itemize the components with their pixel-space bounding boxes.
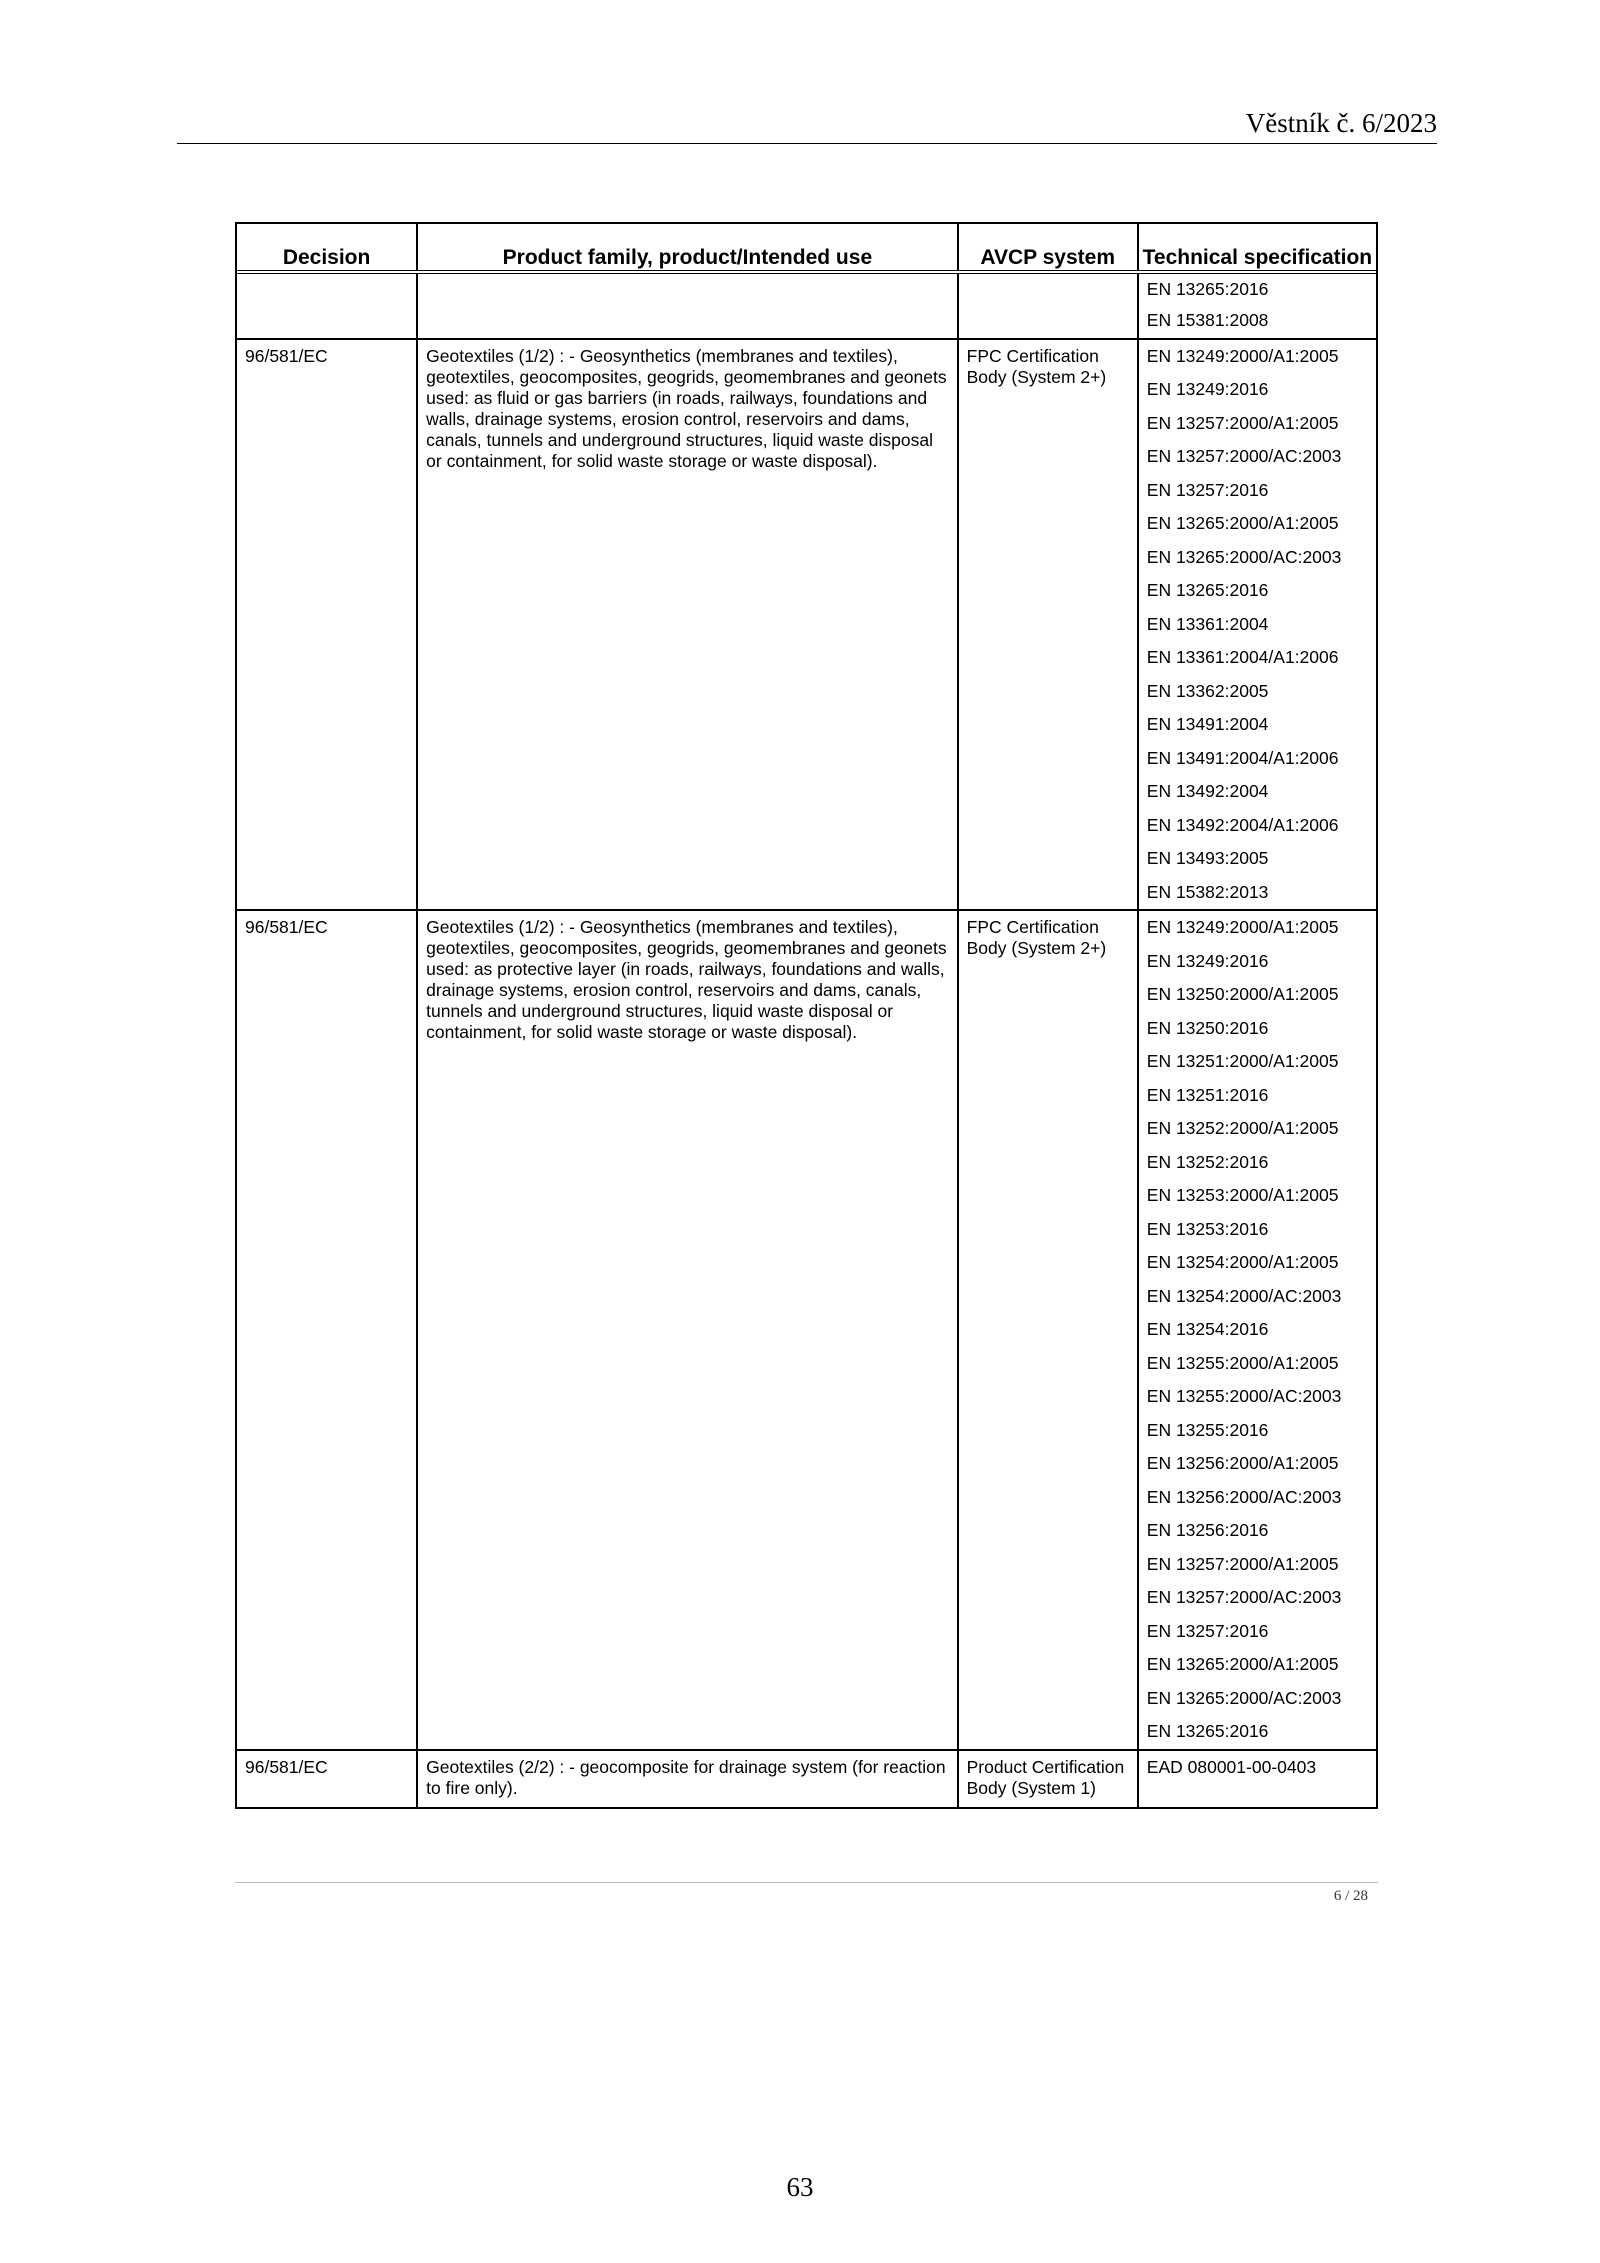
avcp-cell-text: FPC Certification Body (System 2+) <box>966 917 1107 958</box>
product-cell <box>417 910 957 1750</box>
decision-cell-text <box>237 274 416 288</box>
avcp-cell-text: Product Certification Body (System 1) <box>966 1756 1125 1798</box>
spec-item: EN 13253:2016 <box>1146 1218 1269 1239</box>
spec-item: EN 13265:2000/AC:2003 <box>1146 546 1342 567</box>
decision-cell <box>237 339 417 911</box>
page-number: 63 <box>786 2172 814 2202</box>
table-header-row <box>237 224 1376 272</box>
spec-item: EN 13257:2000/A1:2005 <box>1146 412 1339 433</box>
technical-specification-cell <box>1138 1750 1376 1807</box>
spec-item: EN 13251:2016 <box>1146 1084 1269 1105</box>
spec-item: EN 13265:2000/A1:2005 <box>1146 513 1339 533</box>
technical-specification-cell <box>1138 910 1376 1750</box>
table-body <box>237 272 1376 1807</box>
spec-item: EN 13493:2005 <box>1146 848 1269 868</box>
spec-item: EN 13361:2004 <box>1146 613 1269 634</box>
decision-cell <box>237 1750 417 1807</box>
spec-item: EN 13265:2016 <box>1146 1721 1269 1741</box>
footer-divider <box>235 1882 1378 1883</box>
avcp-cell <box>958 910 1138 1750</box>
running-header: Věstník č. 6/2023 <box>177 108 1437 144</box>
product-cell <box>417 272 957 339</box>
table-row <box>237 1750 1376 1807</box>
decision-cell <box>237 272 417 339</box>
column-header-product: Product family, product/Intended use <box>417 224 957 272</box>
spec-item: EN 13249:2000/A1:2005 <box>1146 917 1339 937</box>
spec-item: EN 13362:2005 <box>1146 680 1269 701</box>
product-cell <box>417 339 957 911</box>
avcp-cell <box>958 1750 1138 1807</box>
column-header-decision: Decision <box>237 224 417 272</box>
spec-item: EN 13251:2000/A1:2005 <box>1146 1051 1339 1071</box>
spec-item: EN 13265:2000/AC:2003 <box>1146 1687 1342 1708</box>
table-row <box>237 910 1376 1750</box>
spec-list <box>1139 274 1376 338</box>
spec-item: EN 13257:2000/A1:2005 <box>1146 1553 1339 1574</box>
spec-item: EN 13265:2016 <box>1146 580 1269 600</box>
spec-item: EN 13256:2016 <box>1146 1520 1269 1540</box>
avcp-cell-text <box>959 274 1137 288</box>
spec-item: EN 13265:2016 <box>1146 279 1269 299</box>
spec-item: EN 13257:2016 <box>1146 479 1269 500</box>
spec-item: EN 13256:2000/A1:2005 <box>1146 1453 1339 1473</box>
spec-item: EAD 080001-00-0403 <box>1146 1756 1317 1777</box>
table-row <box>237 272 1376 339</box>
product-cell-text: Geotextiles (2/2) : - geocomposite for drainage system (for reaction to fire only). <box>426 1756 946 1798</box>
spec-item: EN 15381:2008 <box>1146 310 1269 330</box>
spec-item: EN 13255:2000/A1:2005 <box>1146 1352 1339 1373</box>
spec-item: EN 15382:2013 <box>1146 881 1269 902</box>
spec-item: EN 13252:2016 <box>1146 1151 1269 1172</box>
column-header-technical-specification: Technical specification <box>1138 224 1376 272</box>
decision-cell-text: 96/581/EC <box>245 1756 328 1777</box>
sheet-counter: 6 / 28 <box>1333 1888 1368 1904</box>
technical-specification-cell <box>1138 339 1376 911</box>
spec-item: EN 13492:2004/A1:2006 <box>1146 814 1339 835</box>
spec-item: EN 13257:2000/AC:2003 <box>1146 1587 1342 1607</box>
table-row <box>237 339 1376 911</box>
spec-item: EN 13249:2016 <box>1146 379 1269 399</box>
spec-item: EN 13249:2000/A1:2005 <box>1146 345 1339 366</box>
spec-item: EN 13249:2016 <box>1146 950 1269 971</box>
product-cell <box>417 1750 957 1807</box>
spec-item: EN 13250:2000/A1:2005 <box>1146 984 1339 1004</box>
spec-item: EN 13254:2000/AC:2003 <box>1146 1285 1342 1306</box>
product-cell-text: Geotextiles (1/2) : - Geosynthetics (membranes and textiles), geotextiles, geocomposites, geogrids, geomembranes and geonets used: as protective layer (in roads, railways, foundations and walls, drainage systems, erosion control, reservoirs and dams, canals, tunnels and underground structures, liquid waste disposal or containment, for solid waste storage or waste disposal). <box>426 917 947 1042</box>
spec-item: EN 13257:2000/AC:2003 <box>1146 446 1342 466</box>
avcp-cell <box>958 339 1138 911</box>
spec-item: EN 13491:2004 <box>1146 714 1269 734</box>
technical-specification-cell <box>1138 272 1376 339</box>
spec-item: EN 13254:2016 <box>1146 1319 1269 1339</box>
spec-item: EN 13255:2000/AC:2003 <box>1146 1386 1342 1406</box>
specification-table <box>235 222 1378 1809</box>
spec-list <box>1139 911 1376 1749</box>
product-cell-text: Geotextiles (1/2) : - Geosynthetics (membranes and textiles), geotextiles, geocomposites, geogrids, geomembranes and geonets used: as fluid or gas barriers (in roads, railways, foundations and walls, drainage systems, erosion control, reservoirs and dams, canals, tunnels and underground structures, liquid waste disposal or containment, for solid waste storage or waste disposal). <box>426 345 947 471</box>
decision-cell-text: 96/581/EC <box>245 345 328 366</box>
spec-item: EN 13491:2004/A1:2006 <box>1146 747 1339 768</box>
decision-cell-text: 96/581/EC <box>245 917 328 937</box>
spec-item: EN 13255:2016 <box>1146 1419 1269 1440</box>
product-cell-text <box>418 274 956 288</box>
avcp-cell <box>958 272 1138 339</box>
spec-item: EN 13254:2000/A1:2005 <box>1146 1252 1339 1272</box>
spec-list <box>1139 340 1376 910</box>
spec-item: EN 13253:2000/A1:2005 <box>1146 1185 1339 1205</box>
decision-cell <box>237 910 417 1750</box>
avcp-cell-text: FPC Certification Body (System 2+) <box>966 345 1107 387</box>
spec-item: EN 13257:2016 <box>1146 1620 1269 1641</box>
spec-item: EN 13361:2004/A1:2006 <box>1146 647 1339 667</box>
column-header-avcp: AVCP system <box>958 224 1138 272</box>
spec-item: EN 13252:2000/A1:2005 <box>1146 1118 1339 1138</box>
spec-item: EN 13256:2000/AC:2003 <box>1146 1486 1342 1507</box>
spec-item: EN 13492:2004 <box>1146 781 1269 801</box>
spec-list <box>1139 1751 1376 1785</box>
spec-item: EN 13250:2016 <box>1146 1017 1269 1038</box>
spec-item: EN 13265:2000/A1:2005 <box>1146 1654 1339 1674</box>
